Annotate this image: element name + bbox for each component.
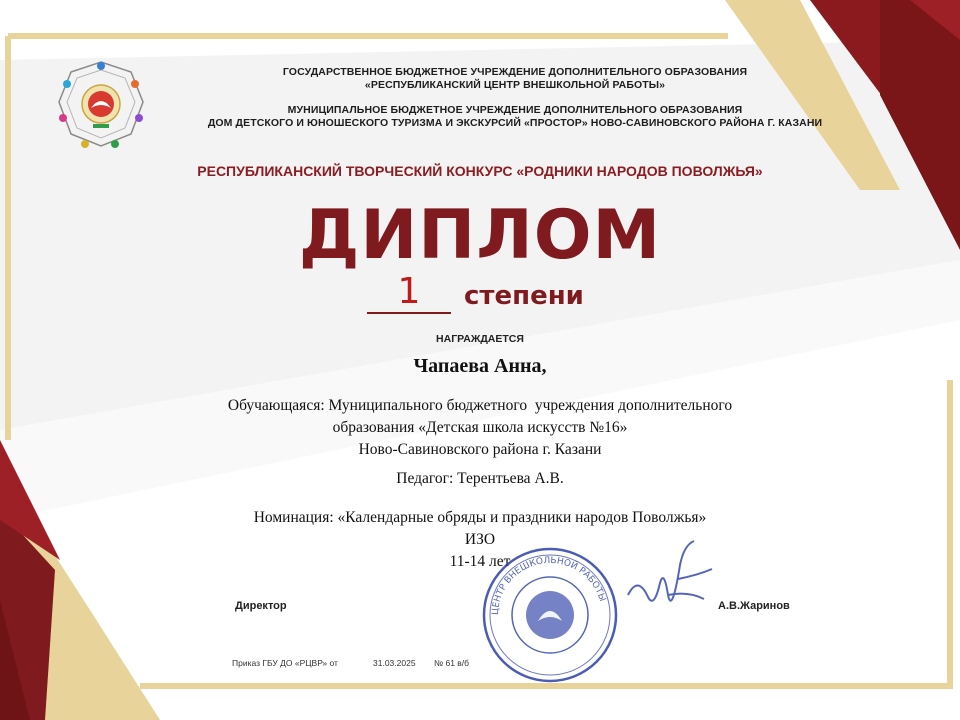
order-date: 31.03.2025: [373, 658, 416, 668]
awarded-label: НАГРАЖДАЕТСЯ: [436, 333, 524, 345]
org-line-4: ДОМ ДЕТСКОГО И ЮНОШЕСКОГО ТУРИЗМА И ЭКСКУРСИЙ «ПРОСТОР» НОВО-САВИНОВСКОГО РАЙОНА Г. КАЗАНИ: [207, 117, 823, 129]
stamp-text: ЦЕНТР ВНЕШКОЛЬНОЙ РАБОТЫ: [490, 555, 608, 616]
teacher-line: Педагог: Терентьева А.В.: [396, 470, 564, 487]
diploma-title: ДИПЛОМ: [298, 196, 662, 275]
logo-emblem-icon: [55, 58, 147, 150]
student-line-2: образования «Детская школа искусств №16»: [332, 419, 628, 436]
signature-icon: [608, 535, 728, 625]
director-name: А.В.Жаринов: [718, 600, 790, 612]
director-label: Директор: [235, 600, 287, 612]
degree-word: степени: [464, 281, 584, 311]
contest-title: РЕСПУБЛИКАНСКИЙ ТВОРЧЕСКИЙ КОНКУРС «РОДНИКИ НАРОДОВ ПОВОЛЖЬЯ»: [197, 163, 763, 179]
student-line-3: Ново-Савиновского района г. Казани: [358, 441, 602, 458]
org-line-3: МУНИЦИПАЛЬНОЕ БЮДЖЕТНОЕ УЧРЕЖДЕНИЕ ДОПОЛНИТЕЛЬНОГО ОБРАЗОВАНИЯ: [287, 104, 743, 116]
org-line-2: «РЕСПУБЛИКАНСКИЙ ЦЕНТР ВНЕШКОЛЬНОЙ РАБОТЫ»: [364, 79, 666, 91]
nomination-age: 11-14 лет: [449, 553, 511, 570]
nomination-category: ИЗО: [464, 531, 496, 548]
org-line-1: ГОСУДАРСТВЕННОЕ БЮДЖЕТНОЕ УЧРЕЖДЕНИЕ ДОПОЛНИТЕЛЬНОГО ОБРАЗОВАНИЯ: [282, 66, 748, 78]
recipient-name: Чапаева Анна,: [413, 355, 547, 377]
degree-number: 1: [397, 271, 421, 312]
degree-underline: [367, 312, 451, 314]
student-line-1: Обучающаяся: Муниципального бюджетного учреждения дополнительного: [227, 397, 733, 414]
official-stamp-icon: [480, 545, 620, 685]
nomination-line: Номинация: «Календарные обряды и праздники народов Поволжья»: [253, 509, 707, 526]
order-label: Приказ ГБУ ДО «РЦВР» от: [232, 658, 338, 668]
order-number: № 61 в/б: [434, 658, 470, 668]
degree-row: [360, 270, 620, 318]
